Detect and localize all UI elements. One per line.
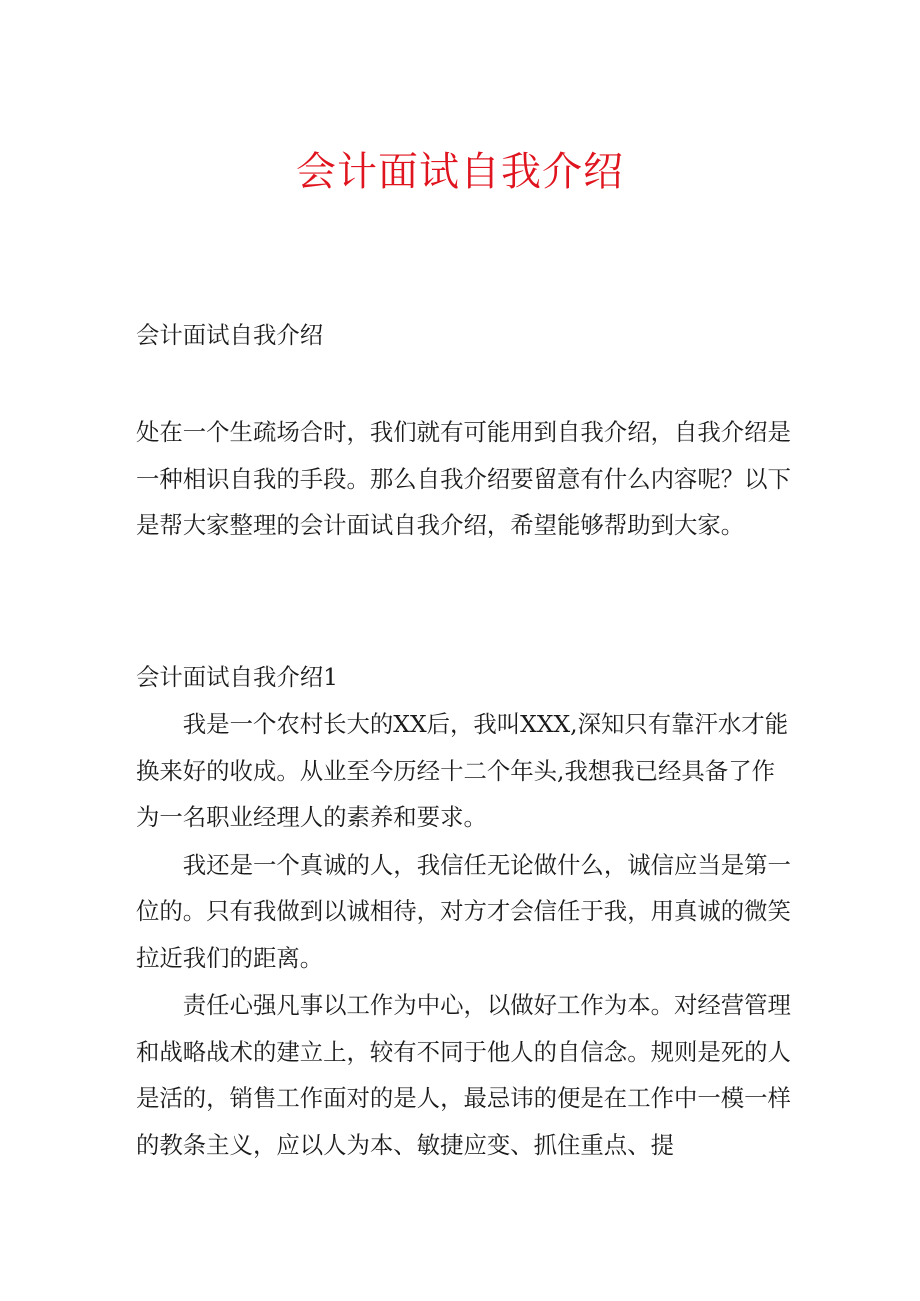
section-heading: 会计面试自我介绍1 xyxy=(136,663,339,691)
body-paragraph-3: 责任心强凡事以工作为中心，以做好工作为本。对经营管理和战略战术的建立上，较有不同于他人的自信念。规则是死的人是活的，销售工作面对的是人，最忌讳的便是在工作中一模一样的教条主义，应以人为本、敏捷应变、抓住重点、提 xyxy=(136,991,791,1159)
document-subtitle: 会计面试自我介绍 xyxy=(136,321,324,349)
body-paragraph-1: 我是一个农村长大的XX后，我叫XXX,深知只有靠汗水才能换来好的收成。从业至今历经十二个年头,我想我已经具备了作为一名职业经理人的素养和要求。 xyxy=(136,710,789,831)
body-paragraph-2: 我还是一个真诚的人，我信任无论做什么，诚信应当是第一位的。只有我做到以诚相待，对方才会信任于我，用真诚的微笑拉近我们的距离。 xyxy=(136,850,791,972)
document-title: 会计面试自我介绍 xyxy=(296,149,624,195)
section-body xyxy=(136,701,796,1168)
intro-paragraph: 处在一个生疏场合时，我们就有可能用到自我介绍，自我介绍是一种相识自我的手段。那么自我介绍要留意有什么内容呢？以下是帮大家整理的会计面试自我介绍，希望能够帮助到大家。 xyxy=(136,418,791,539)
